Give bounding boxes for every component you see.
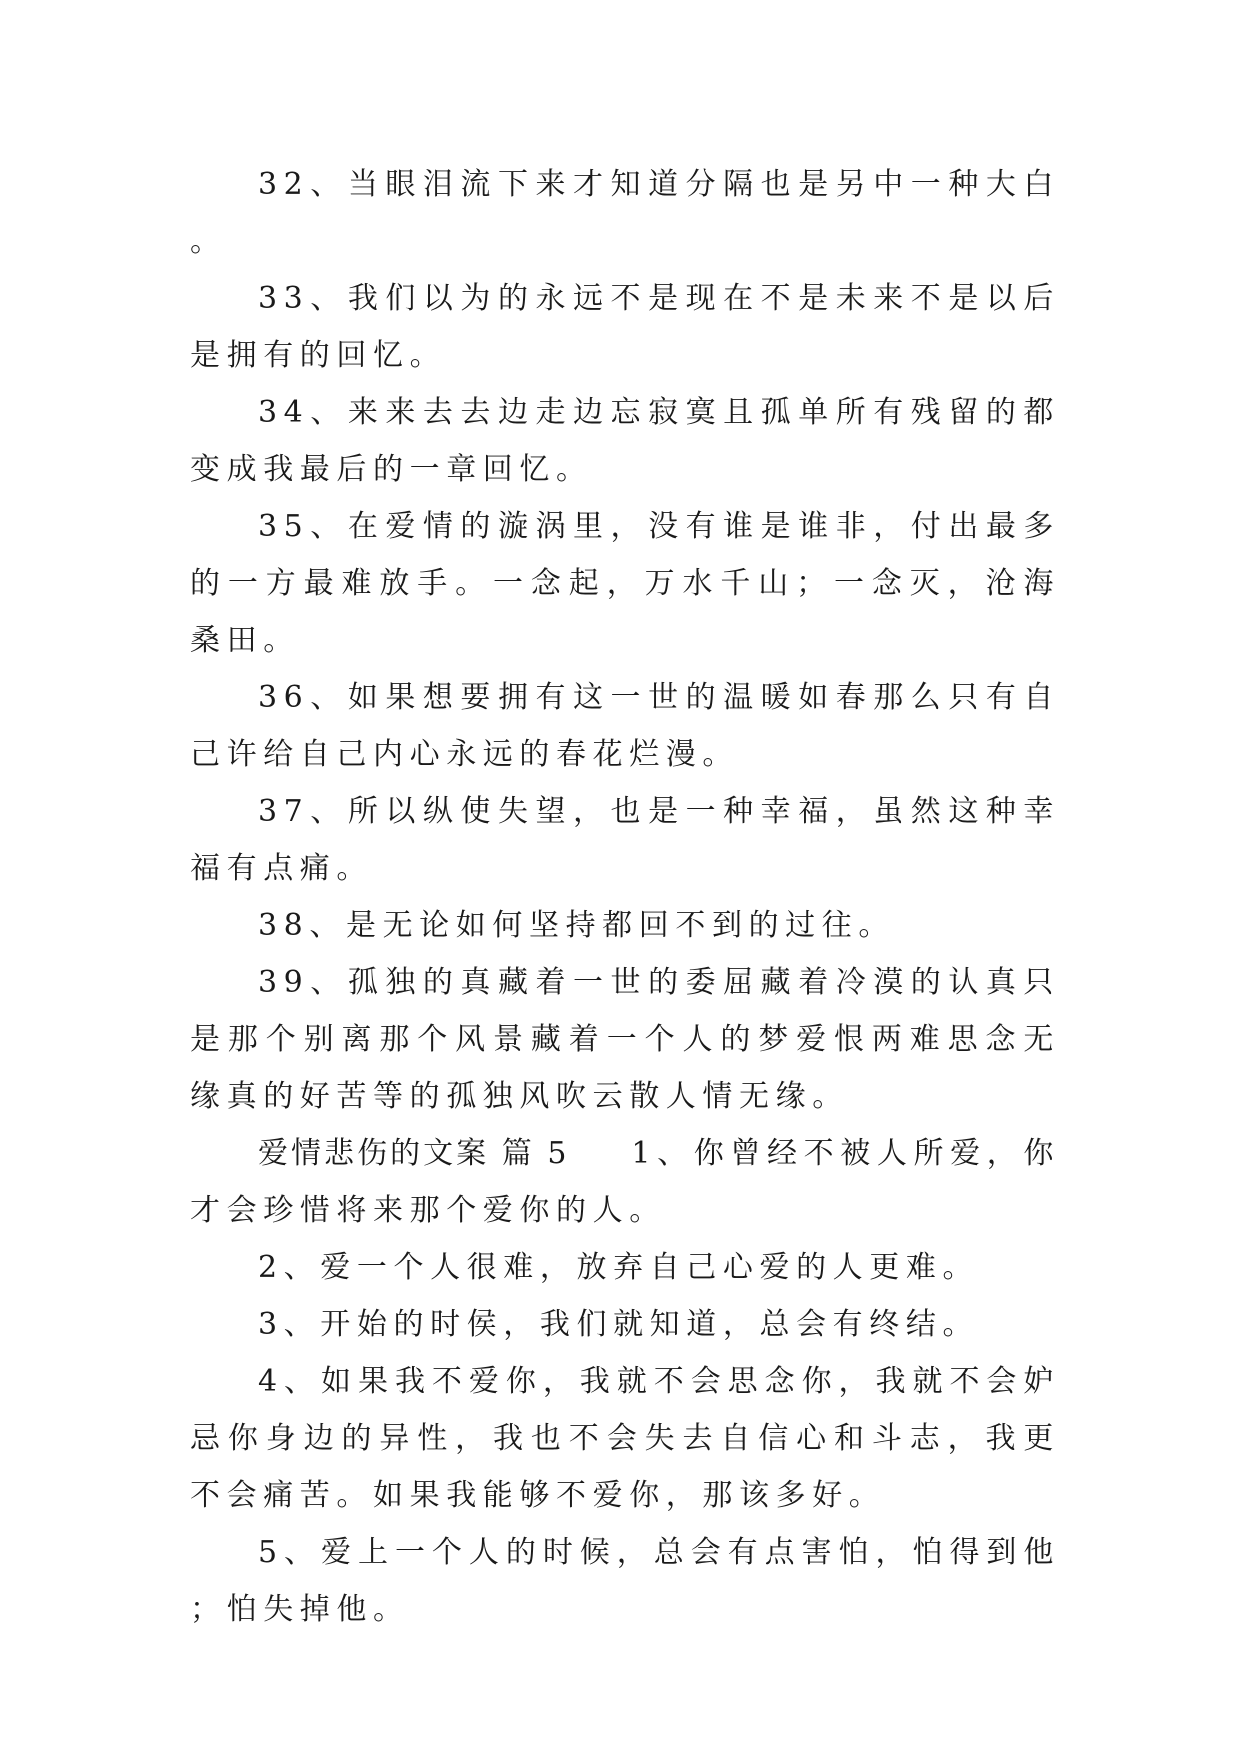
paragraph-item-2: 2、爱一个人很难，放弃自己心爱的人更难。 (258, 1250, 980, 1285)
paragraph-39: 39、孤独的真藏着一世的委屈藏着冷漠的认真只是那个别离那个风景藏着一个人的梦爱恨两难思念无缘真的好苦等的孤独风吹云散人情无缘。 (190, 965, 1060, 1114)
paragraph-item-3: 3、开始的时侯，我们就知道，总会有终结。 (258, 1307, 980, 1342)
document-body (190, 156, 1060, 1638)
section-item-1: 1、你曾经不被人所爱，你才会珍惜将来那个爱你的人。 (190, 1136, 1060, 1228)
paragraph-38: 38、是无论如何坚持都回不到的过往。 (258, 908, 895, 943)
paragraph-item-5: 5、爱上一个人的时候，总会有点害怕，怕得到他；怕失掉他。 (190, 1535, 1060, 1627)
paragraph-36: 36、如果想要拥有这一世的温暖如春那么只有自己许给自己内心永远的春花烂漫。 (190, 680, 1060, 772)
paragraph-34: 34、来来去去边走边忘寂寞且孤单所有残留的都变成我最后的一章回忆。 (190, 395, 1060, 487)
paragraph-32: 32、当眼泪流下来才知道分隔也是另中一种大白。 (190, 167, 1060, 259)
section-heading-paragraph (190, 1125, 1060, 1239)
paragraph-37: 37、所以纵使失望，也是一种幸福，虽然这种幸福有点痛。 (190, 794, 1060, 886)
paragraph-33: 33、我们以为的永远不是现在不是未来不是以后是拥有的回忆。 (190, 281, 1060, 373)
paragraph-35: 35、在爱情的漩涡里，没有谁是谁非，付出最多的一方最难放手。一念起，万水千山；一念灭，沧海桑田。 (190, 509, 1060, 658)
section-heading: 爱情悲伤的文案 篇 5 (258, 1136, 570, 1171)
paragraph-item-4: 4、如果我不爱你，我就不会思念你，我就不会妒忌你身边的异性，我也不会失去自信心和斗志，我更不会痛苦。如果我能够不爱你，那该多好。 (190, 1364, 1060, 1513)
